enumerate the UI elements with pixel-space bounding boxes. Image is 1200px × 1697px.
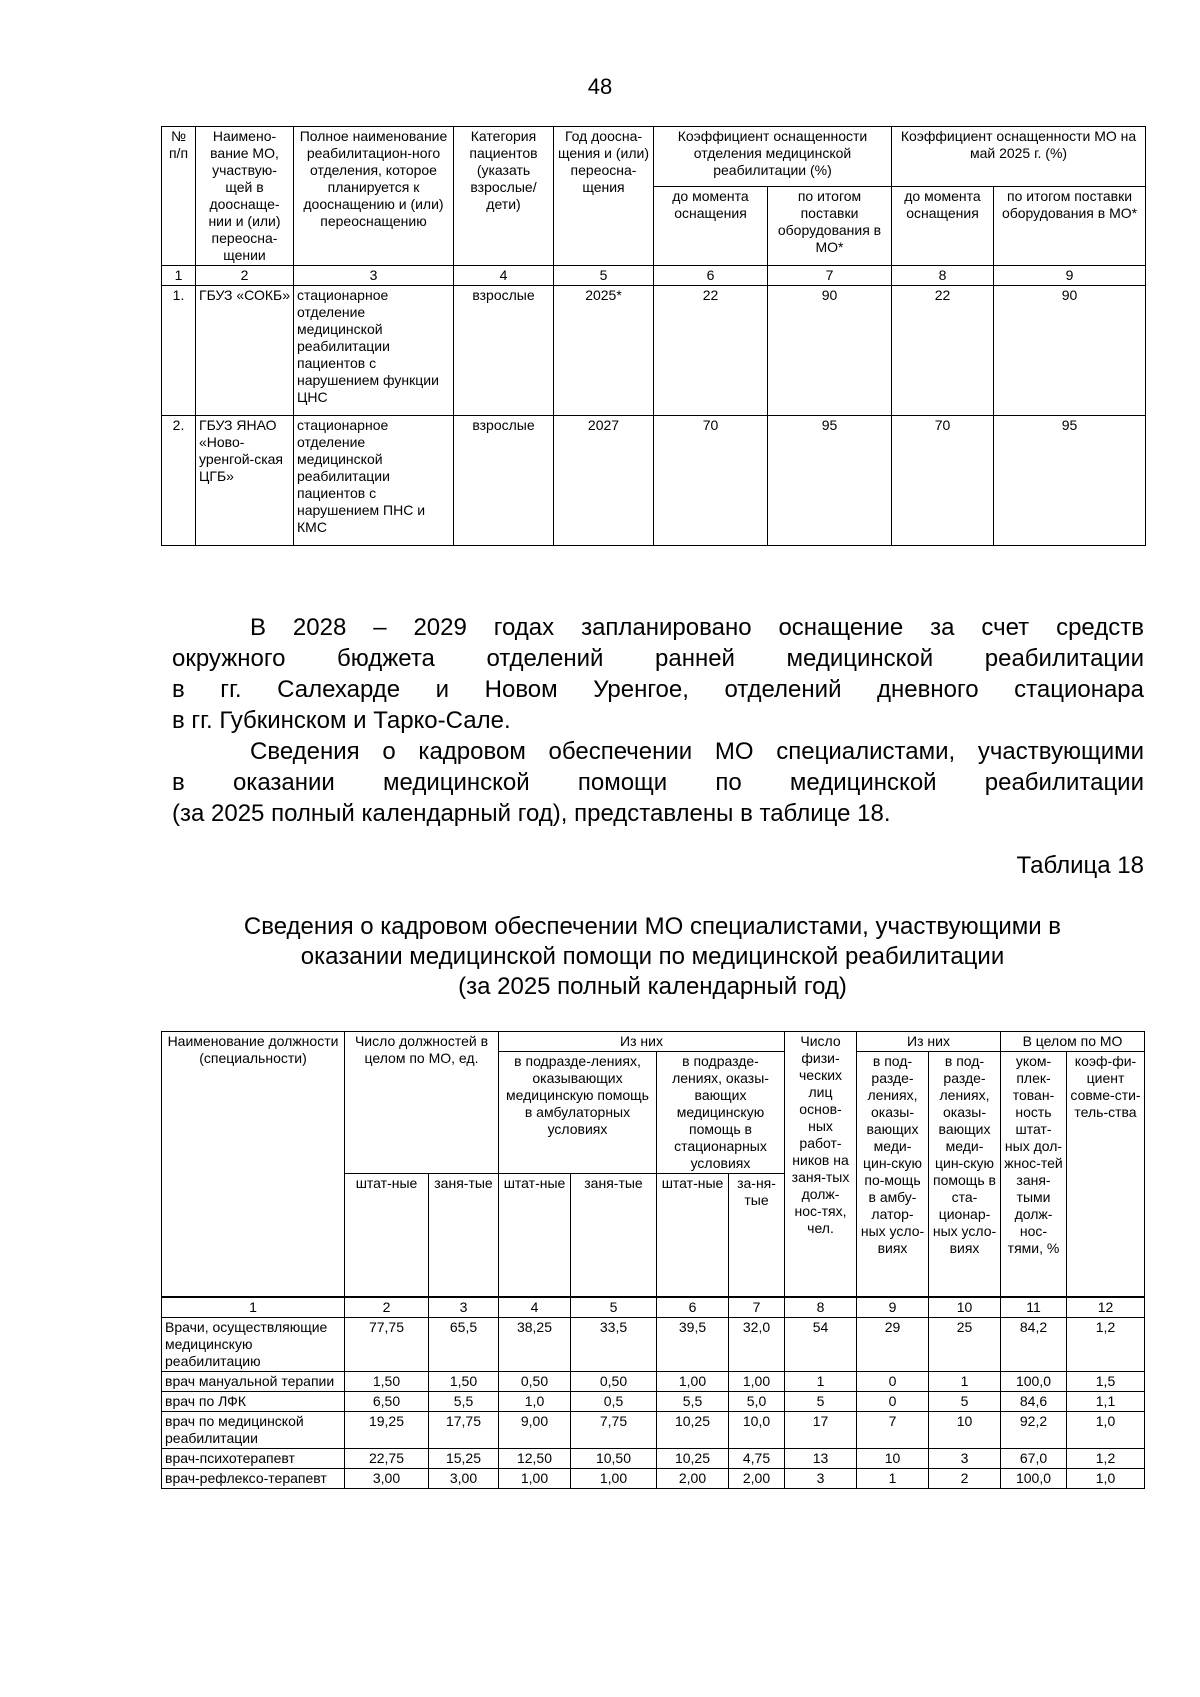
table-row: [162, 1318, 1145, 1372]
row-value: 22: [654, 286, 768, 416]
row-value: 1: [929, 1372, 1001, 1392]
table-row: [162, 1392, 1145, 1412]
row-value: 70: [892, 416, 994, 546]
header-dept-coef: Коэффициент оснащенности отделения медицинской реабилитации (%): [654, 127, 892, 187]
row-value: 10,0: [729, 1412, 785, 1449]
row-value: 1: [785, 1372, 857, 1392]
header-stat-2: в под-разде-лениях, оказы-вающих меди-цин-скую помощь в ста-ционар-ных усло-виях: [929, 1052, 1001, 1298]
row-value: 90: [768, 286, 892, 416]
row-value: 2,00: [729, 1469, 785, 1489]
row-value: 54: [785, 1318, 857, 1372]
header-num: № п/п: [162, 127, 196, 266]
row-value: 5: [929, 1392, 1001, 1412]
row-position: Врачи, осуществляющие медицинскую реабилитацию: [162, 1318, 345, 1372]
column-numbers-row: [162, 266, 1146, 286]
header-year: Год доосна-щения и (или) переосна-щения: [554, 127, 654, 266]
col-number: 2: [345, 1297, 429, 1318]
row-num: 1.: [162, 286, 196, 416]
header-after-1: по итогом поставки оборудования в МО*: [768, 187, 892, 266]
header-mo: Наимено-вание МО, участвую-щей в дооснаще-нии и (или) переосна-щении: [196, 127, 294, 266]
header-occupied: заня-тые: [571, 1174, 657, 1298]
row-department: стационарное отделение медицинской реабилитации пациентов с нарушением ПНС и КМС: [294, 416, 454, 546]
row-value: 100,0: [1001, 1469, 1067, 1489]
row-value: 1,00: [499, 1469, 571, 1489]
header-persons: Число физи-ческих лиц основ-ных работ-ников на заня-тых долж-нос-тях, чел.: [785, 1032, 857, 1298]
row-value: 3: [929, 1449, 1001, 1469]
row-value: 29: [857, 1318, 929, 1372]
header-stat: в подразде-лениях, оказы-вающих медицинскую помощь в стационарных условиях: [657, 1052, 785, 1174]
row-department: стационарное отделение медицинской реабилитации пациентов с нарушением функции ЦНС: [294, 286, 454, 416]
text-line: В 2028 – 2029 годах запланировано оснащение за счет средств: [250, 614, 1144, 641]
row-value: 13: [785, 1449, 857, 1469]
text-line: окружного бюджета отделений ранней медицинской реабилитации: [172, 645, 1144, 672]
row-value: 7,75: [571, 1412, 657, 1449]
col-number: 8: [785, 1297, 857, 1318]
row-value: 1,5: [1067, 1372, 1145, 1392]
row-mo: ГБУЗ «СОКБ»: [196, 286, 294, 416]
row-value: 38,25: [499, 1318, 571, 1372]
col-number: 1: [162, 266, 196, 286]
header-category: Категория пациентов (указать взрослые/ дети): [454, 127, 554, 266]
text-line: в гг. Салехарде и Новом Уренгое, отделений дневного стационара: [172, 676, 1144, 703]
row-value: 3,00: [429, 1469, 499, 1489]
row-value: 10,25: [657, 1412, 729, 1449]
paragraph-plans: [172, 612, 1144, 736]
row-value: 1,50: [345, 1372, 429, 1392]
header-after-2: по итогом поставки оборудования в МО*: [994, 187, 1146, 266]
col-number: 10: [929, 1297, 1001, 1318]
row-position: врач по медицинской реабилитации: [162, 1412, 345, 1449]
row-value: 67,0: [1001, 1449, 1067, 1469]
col-number: 9: [994, 266, 1146, 286]
header-of-them: Из них: [499, 1032, 785, 1052]
row-value: 1,00: [729, 1372, 785, 1392]
row-value: 84,2: [1001, 1318, 1067, 1372]
row-value: 10: [929, 1412, 1001, 1449]
table-row: [162, 1449, 1145, 1469]
header-before-1: до момента оснащения: [654, 187, 768, 266]
row-value: 17: [785, 1412, 857, 1449]
title-line: (за 2025 полный календарный год): [458, 973, 847, 1000]
row-value: 92,2: [1001, 1412, 1067, 1449]
header-position: Наименование должности (специальности): [162, 1032, 345, 1298]
header-coef: коэф-фи-циент совме-сти-тель-ства: [1067, 1052, 1145, 1298]
header-staffing: уком-плек-тован-ность штат-ных дол-жнос-тей заня-тыми долж-нос-тями, %: [1001, 1052, 1067, 1298]
table-row: [162, 416, 1146, 546]
row-value: 1,0: [1067, 1412, 1145, 1449]
col-number: 3: [294, 266, 454, 286]
row-value: 5,0: [729, 1392, 785, 1412]
table-row: [162, 1412, 1145, 1449]
row-value: 1,00: [657, 1372, 729, 1392]
header-occupied: заня-тые: [429, 1174, 499, 1298]
header-before-2: до момента оснащения: [892, 187, 994, 266]
col-number: 2: [196, 266, 294, 286]
text-line: (за 2025 полный календарный год), представлены в таблице 18.: [172, 800, 891, 827]
col-number: 11: [1001, 1297, 1067, 1318]
row-value: 5,5: [429, 1392, 499, 1412]
row-value: 3: [785, 1469, 857, 1489]
row-value: 0: [857, 1392, 929, 1412]
col-number: 5: [554, 266, 654, 286]
row-num: 2.: [162, 416, 196, 546]
row-year: 2027: [554, 416, 654, 546]
column-numbers-row: [162, 1297, 1145, 1318]
row-value: 15,25: [429, 1449, 499, 1469]
col-number: 1: [162, 1297, 345, 1318]
title-line: оказании медицинской помощи по медицинской реабилитации: [300, 943, 1005, 970]
row-value: 12,50: [499, 1449, 571, 1469]
row-value: 1,2: [1067, 1449, 1145, 1469]
table-title: [161, 912, 1144, 1002]
col-number: 6: [657, 1297, 729, 1318]
row-value: 19,25: [345, 1412, 429, 1449]
row-value: 33,5: [571, 1318, 657, 1372]
staffing-table: [161, 1031, 1145, 1489]
row-value: 22,75: [345, 1449, 429, 1469]
table-label: Таблица 18: [1016, 852, 1144, 879]
row-value: 6,50: [345, 1392, 429, 1412]
row-position: врач-рефлексо-терапевт: [162, 1469, 345, 1489]
title-line: Сведения о кадровом обеспечении МО специалистами, участвующими в: [243, 913, 1062, 940]
row-value: 39,5: [657, 1318, 729, 1372]
row-value: 1,1: [1067, 1392, 1145, 1412]
col-number: 12: [1067, 1297, 1145, 1318]
header-staff: штат-ные: [657, 1174, 729, 1298]
text-line: Сведения о кадровом обеспечении МО специалистами, участвующими: [250, 738, 1144, 765]
header-staff: штат-ные: [345, 1174, 429, 1298]
row-value: 7: [857, 1412, 929, 1449]
row-year: 2025*: [554, 286, 654, 416]
header-of-them-2: Из них: [857, 1032, 1001, 1052]
row-value: 1,0: [499, 1392, 571, 1412]
col-number: 3: [429, 1297, 499, 1318]
col-number: 7: [729, 1297, 785, 1318]
row-value: 65,5: [429, 1318, 499, 1372]
row-value: 90: [994, 286, 1146, 416]
col-number: 4: [454, 266, 554, 286]
row-value: 1,50: [429, 1372, 499, 1392]
row-position: врач-психотерапевт: [162, 1449, 345, 1469]
row-value: 5,5: [657, 1392, 729, 1412]
row-value: 10: [857, 1449, 929, 1469]
row-value: 17,75: [429, 1412, 499, 1449]
col-number: 6: [654, 266, 768, 286]
col-number: 7: [768, 266, 892, 286]
row-value: 2: [929, 1469, 1001, 1489]
col-number: 8: [892, 266, 994, 286]
row-value: 10,50: [571, 1449, 657, 1469]
row-value: 77,75: [345, 1318, 429, 1372]
row-value: 70: [654, 416, 768, 546]
col-number: 9: [857, 1297, 929, 1318]
row-value: 1,00: [571, 1469, 657, 1489]
row-value: 100,0: [1001, 1372, 1067, 1392]
row-value: 0,50: [571, 1372, 657, 1392]
table-row: [162, 286, 1146, 416]
text-line: в гг. Губкинском и Тарко-Сале.: [172, 707, 511, 734]
header-whole: В целом по МО: [1001, 1032, 1145, 1052]
row-value: 0,50: [499, 1372, 571, 1392]
row-value: 1,2: [1067, 1318, 1145, 1372]
header-count-total: Число должностей в целом по МО, ед.: [345, 1032, 499, 1174]
row-value: 0,5: [571, 1392, 657, 1412]
paragraph-staffing: [172, 736, 1144, 829]
row-value: 3,00: [345, 1469, 429, 1489]
table-row: [162, 1469, 1145, 1489]
row-value: 84,6: [1001, 1392, 1067, 1412]
row-position: врач мануальной терапии: [162, 1372, 345, 1392]
col-number: 4: [499, 1297, 571, 1318]
header-department: Полное наименование реабилитацион-ного отделения, которое планируется к дооснащению и (или) переоснащению: [294, 127, 454, 266]
header-amb-2: в под-разде-лениях, оказы-вающих меди-цин-скую по-мощь в амбу-латор-ных усло-виях: [857, 1052, 929, 1298]
header-mo-coef: Коэффициент оснащенности МО на май 2025 г. (%): [892, 127, 1146, 187]
row-value: 95: [994, 416, 1146, 546]
row-value: 32,0: [729, 1318, 785, 1372]
header-amb: в подразде-лениях, оказывающих медицинскую помощь в амбулаторных условиях: [499, 1052, 657, 1174]
row-value: 10,25: [657, 1449, 729, 1469]
row-value: 25: [929, 1318, 1001, 1372]
row-value: 2,00: [657, 1469, 729, 1489]
row-value: 22: [892, 286, 994, 416]
row-value: 5: [785, 1392, 857, 1412]
row-position: врач по ЛФК: [162, 1392, 345, 1412]
row-value: 1,0: [1067, 1469, 1145, 1489]
row-category: взрослые: [454, 416, 554, 546]
row-value: 1: [857, 1469, 929, 1489]
header-staff: штат-ные: [499, 1174, 571, 1298]
row-mo: ГБУЗ ЯНАО «Ново-уренгой-ская ЦГБ»: [196, 416, 294, 546]
equipment-table: [161, 126, 1146, 546]
header-occupied: за-ня-тые: [729, 1174, 785, 1298]
text-line: в оказании медицинской помощи по медицинской реабилитации: [172, 769, 1144, 796]
table-row: [162, 1372, 1145, 1392]
row-value: 9,00: [499, 1412, 571, 1449]
row-value: 95: [768, 416, 892, 546]
row-value: 4,75: [729, 1449, 785, 1469]
row-category: взрослые: [454, 286, 554, 416]
row-value: 0: [857, 1372, 929, 1392]
col-number: 5: [571, 1297, 657, 1318]
page-number: 48: [587, 74, 613, 99]
